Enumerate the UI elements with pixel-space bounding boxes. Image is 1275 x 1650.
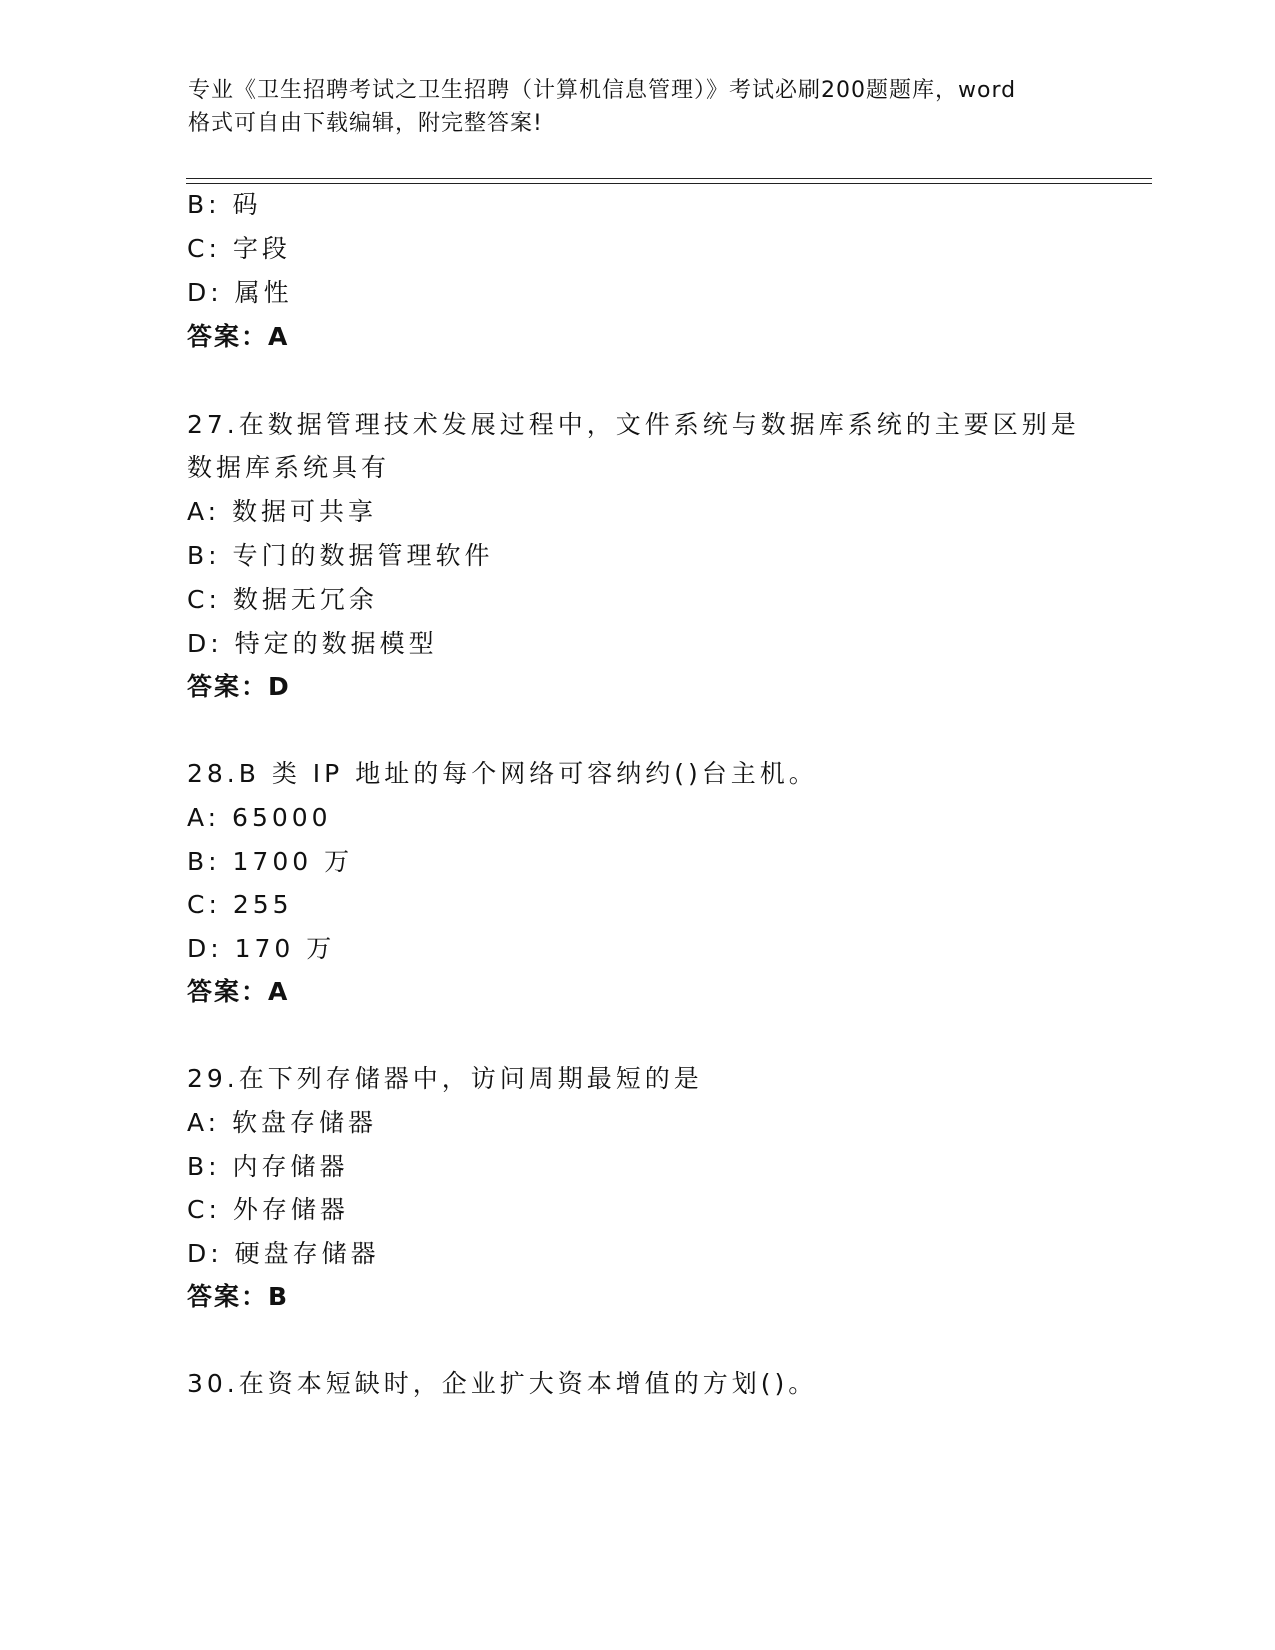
- prev-option-b: B: 码: [187, 190, 262, 219]
- q28-option-a: A: 65000: [187, 803, 332, 832]
- header-divider-top: [186, 178, 1152, 179]
- q29-answer: 答案：B: [187, 1282, 290, 1311]
- prev-option-c: C: 字段: [187, 234, 291, 263]
- prev-option-d: D: 属性: [187, 278, 293, 307]
- q27-option-d: D: 特定的数据模型: [187, 629, 438, 658]
- q28-answer: 答案：A: [187, 977, 290, 1006]
- q28-option-b: B: 1700 万: [187, 847, 354, 876]
- q30-stem: 30.在资本短缺时，企业扩大资本增值的方划()。: [187, 1369, 818, 1398]
- header-line-1: 专业《卫生招聘考试之卫生招聘（计算机信息管理）》考试必刷200题题库，word: [188, 78, 1017, 103]
- q28-option-d: D: 170 万: [187, 934, 336, 963]
- q27-option-c: C: 数据无冗余: [187, 585, 378, 614]
- q29-option-d: D: 硬盘存储器: [187, 1239, 380, 1268]
- q27-stem-line-2: 数据库系统具有: [187, 453, 391, 482]
- q27-stem-line-1: 27.在数据管理技术发展过程中，文件系统与数据库系统的主要区别是: [187, 410, 1080, 439]
- q27-answer: 答案：D: [187, 672, 291, 701]
- document-header: [188, 74, 1088, 140]
- q27-option-a: A: 数据可共享: [187, 497, 378, 526]
- q29-option-b: B: 内存储器: [187, 1152, 349, 1181]
- header-line-2: 格式可自由下载编辑，附完整答案!: [188, 111, 543, 136]
- q28-stem: 28.B 类 IP 地址的每个网络可容纳约()台主机。: [187, 759, 818, 788]
- q29-stem: 29.在下列存储器中，访问周期最短的是: [187, 1064, 703, 1093]
- q29-option-c: C: 外存储器: [187, 1195, 349, 1224]
- header-divider-bottom: [186, 183, 1152, 184]
- q27-option-b: B: 专门的数据管理软件: [187, 541, 494, 570]
- q28-option-c: C: 255: [187, 890, 293, 919]
- prev-answer: 答案：A: [187, 322, 290, 351]
- q29-option-a: A: 软盘存储器: [187, 1108, 378, 1137]
